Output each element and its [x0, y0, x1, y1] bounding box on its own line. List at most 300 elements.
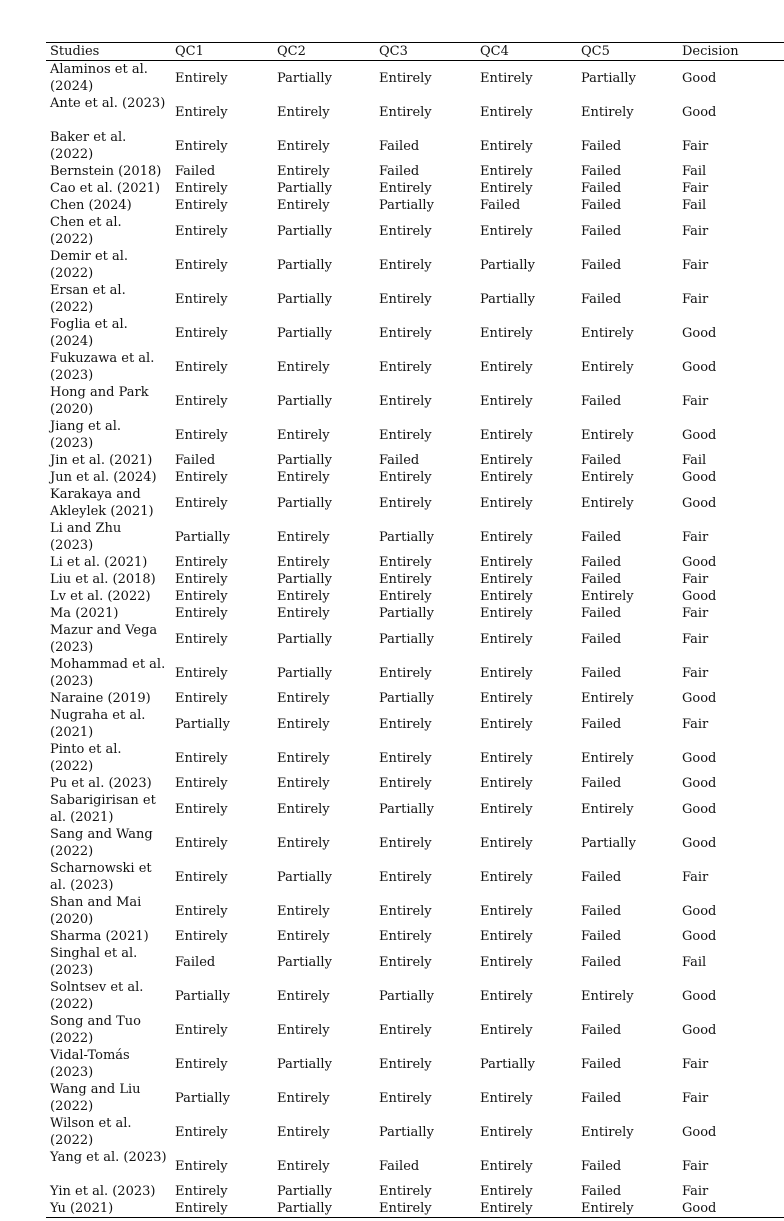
- qc5-cell: Entirely: [581, 104, 634, 120]
- qc4-cell: Entirely: [480, 869, 533, 885]
- qc5-cell: Failed: [581, 138, 622, 154]
- decision-cell: Fail: [682, 453, 707, 468]
- qc2-cell: Entirely: [277, 1158, 330, 1174]
- qc2-cell: Partially: [277, 572, 332, 587]
- qc1-cell: Entirely: [175, 1124, 228, 1140]
- table-row: [46, 1183, 784, 1200]
- qc4-cell: Entirely: [480, 1158, 533, 1174]
- qc4-cell: Entirely: [480, 453, 533, 468]
- qc1-cell: Entirely: [175, 572, 228, 587]
- qc2-cell: Partially: [277, 70, 332, 86]
- qc5-cell: Failed: [581, 223, 622, 239]
- study-cell: Wilson et al. (2022): [50, 1116, 132, 1148]
- qc1-cell: Partially: [175, 988, 230, 1004]
- qc4-cell: Entirely: [480, 835, 533, 851]
- decision-cell: Fair: [682, 257, 709, 273]
- decision-cell: Fair: [682, 606, 709, 621]
- study-cell: Ante et al. (2023): [50, 96, 166, 111]
- qc5-cell: Failed: [581, 954, 622, 970]
- qc4-cell: Entirely: [480, 716, 533, 732]
- qc4-cell: Entirely: [480, 1090, 533, 1106]
- study-cell: Demir et al. (2022): [50, 249, 129, 281]
- study-cell: Liu et al. (2018): [50, 572, 156, 587]
- qc2-cell: Partially: [277, 495, 332, 511]
- qc1-cell: Entirely: [175, 801, 228, 817]
- qc2-cell: Entirely: [277, 1022, 330, 1038]
- study-cell: Pu et al. (2023): [50, 776, 152, 791]
- qc3-cell: Entirely: [379, 1022, 432, 1038]
- qc2-cell: Entirely: [277, 691, 330, 706]
- qc1-cell: Entirely: [175, 929, 228, 944]
- table-row: [46, 1200, 784, 1218]
- qc5-cell: Failed: [581, 1158, 622, 1174]
- qc2-cell: Entirely: [277, 929, 330, 944]
- qc3-cell: Entirely: [379, 1090, 432, 1106]
- study-cell: Jin et al. (2021): [50, 453, 153, 468]
- qc2-cell: Entirely: [277, 1090, 330, 1106]
- qc2-cell: Entirely: [277, 716, 330, 732]
- qc5-cell: Failed: [581, 555, 622, 570]
- study-cell: Sang and Wang (2022): [50, 827, 153, 859]
- qc5-cell: Entirely: [581, 589, 634, 604]
- study-cell: Mazur and Vega (2023): [50, 623, 158, 655]
- table-row: [46, 95, 784, 129]
- qc3-cell: Partially: [379, 529, 434, 545]
- qc2-cell: Entirely: [277, 1124, 330, 1140]
- qc5-cell: Entirely: [581, 325, 634, 341]
- qc2-cell: Entirely: [277, 606, 330, 621]
- qc5-cell: Entirely: [581, 495, 634, 511]
- qc3-cell: Entirely: [379, 929, 432, 944]
- qc5-cell: Failed: [581, 291, 622, 307]
- qc4-cell: Entirely: [480, 555, 533, 570]
- header-qc4: QC4: [480, 44, 509, 59]
- study-cell: Jun et al. (2024): [50, 470, 157, 485]
- table-row: [46, 945, 784, 979]
- qc1-cell: Entirely: [175, 393, 228, 409]
- study-cell: Yang et al. (2023): [50, 1150, 167, 1165]
- qc3-cell: Partially: [379, 691, 434, 706]
- qc3-cell: Entirely: [379, 495, 432, 511]
- header-qc1: QC1: [175, 44, 204, 59]
- qc2-cell: Entirely: [277, 776, 330, 791]
- qc3-cell: Failed: [379, 453, 420, 468]
- qc4-cell: Entirely: [480, 691, 533, 706]
- qc3-cell: Entirely: [379, 869, 432, 885]
- qc4-cell: Entirely: [480, 1184, 533, 1199]
- qc3-cell: Partially: [379, 198, 434, 213]
- qc1-cell: Entirely: [175, 835, 228, 851]
- decision-cell: Fair: [682, 1158, 709, 1174]
- qc5-cell: Failed: [581, 198, 622, 213]
- study-cell: Yu (2021): [50, 1201, 114, 1216]
- qc4-cell: Partially: [480, 1056, 535, 1072]
- qc5-cell: Failed: [581, 572, 622, 587]
- table-row: [46, 588, 784, 605]
- table-row: [46, 61, 784, 96]
- study-cell: Sharma (2021): [50, 929, 149, 944]
- decision-cell: Fail: [682, 954, 707, 970]
- study-cell: Jiang et al. (2023): [50, 419, 122, 451]
- table-row: [46, 180, 784, 197]
- qc5-cell: Failed: [581, 164, 622, 179]
- decision-cell: Good: [682, 835, 717, 851]
- study-cell: Scharnowski et al. (2023): [50, 861, 152, 893]
- table-row: [46, 214, 784, 248]
- table-row: [46, 248, 784, 282]
- qc1-cell: Entirely: [175, 606, 228, 621]
- study-cell: Ersan et al. (2022): [50, 283, 126, 315]
- qc5-cell: Failed: [581, 1022, 622, 1038]
- qc3-cell: Entirely: [379, 359, 432, 375]
- qc5-cell: Failed: [581, 257, 622, 273]
- qc2-cell: Partially: [277, 181, 332, 196]
- qc1-cell: Entirely: [175, 869, 228, 885]
- study-cell: Karakaya and Akleylek (2021): [50, 487, 154, 519]
- qc4-cell: Entirely: [480, 1201, 533, 1216]
- qc3-cell: Entirely: [379, 427, 432, 443]
- decision-cell: Fair: [682, 393, 709, 409]
- study-cell: Shan and Mai (2020): [50, 895, 142, 927]
- decision-cell: Fair: [682, 572, 709, 587]
- decision-cell: Fair: [682, 716, 709, 732]
- qc1-cell: Entirely: [175, 181, 228, 196]
- decision-cell: Good: [682, 1124, 717, 1140]
- qc1-cell: Failed: [175, 453, 216, 468]
- qc2-cell: Partially: [277, 325, 332, 341]
- qc5-cell: Entirely: [581, 988, 634, 1004]
- qc1-cell: Entirely: [175, 691, 228, 706]
- qc4-cell: Entirely: [480, 988, 533, 1004]
- decision-cell: Good: [682, 776, 717, 791]
- qc4-cell: Entirely: [480, 750, 533, 766]
- qc1-cell: Entirely: [175, 325, 228, 341]
- qc1-cell: Entirely: [175, 1158, 228, 1174]
- qc3-cell: Entirely: [379, 835, 432, 851]
- qc5-cell: Failed: [581, 393, 622, 409]
- qc5-cell: Entirely: [581, 1124, 634, 1140]
- qc1-cell: Entirely: [175, 1022, 228, 1038]
- qc2-cell: Entirely: [277, 988, 330, 1004]
- qc2-cell: Entirely: [277, 164, 330, 179]
- qc4-cell: Entirely: [480, 954, 533, 970]
- qc2-cell: Partially: [277, 223, 332, 239]
- qc4-cell: Entirely: [480, 70, 533, 86]
- decision-cell: Good: [682, 691, 717, 706]
- study-cell: Chen et al. (2022): [50, 215, 122, 247]
- decision-cell: Fair: [682, 223, 709, 239]
- table-row: [46, 622, 784, 656]
- qc4-cell: Entirely: [480, 776, 533, 791]
- decision-cell: Fair: [682, 529, 709, 545]
- qc1-cell: Entirely: [175, 1184, 228, 1199]
- qc5-cell: Failed: [581, 1090, 622, 1106]
- qc3-cell: Partially: [379, 988, 434, 1004]
- qc4-cell: Entirely: [480, 929, 533, 944]
- qc2-cell: Partially: [277, 257, 332, 273]
- qc4-cell: Entirely: [480, 589, 533, 604]
- decision-cell: Fair: [682, 869, 709, 885]
- table-row: [46, 707, 784, 741]
- qc4-cell: Entirely: [480, 665, 533, 681]
- table-row: [46, 316, 784, 350]
- study-cell: Wang and Liu (2022): [50, 1082, 141, 1114]
- qc4-cell: Entirely: [480, 104, 533, 120]
- qc3-cell: Entirely: [379, 104, 432, 120]
- qc5-cell: Failed: [581, 869, 622, 885]
- qc1-cell: Failed: [175, 954, 216, 970]
- quality-assessment-table-container: [46, 42, 784, 1218]
- decision-cell: Fair: [682, 1056, 709, 1072]
- table-row: [46, 860, 784, 894]
- qc5-cell: Failed: [581, 716, 622, 732]
- qc1-cell: Entirely: [175, 495, 228, 511]
- qc1-cell: Entirely: [175, 470, 228, 485]
- study-cell: Hong and Park (2020): [50, 385, 149, 417]
- qc2-cell: Entirely: [277, 555, 330, 570]
- decision-cell: Fail: [682, 198, 707, 213]
- qc2-cell: Partially: [277, 1056, 332, 1072]
- header-studies: Studies: [50, 44, 100, 59]
- qc2-cell: Partially: [277, 291, 332, 307]
- qc4-cell: Entirely: [480, 181, 533, 196]
- qc3-cell: Entirely: [379, 954, 432, 970]
- qc2-cell: Entirely: [277, 529, 330, 545]
- decision-cell: Fair: [682, 291, 709, 307]
- qc2-cell: Entirely: [277, 359, 330, 375]
- decision-cell: Good: [682, 70, 717, 86]
- table-row: [46, 1149, 784, 1183]
- qc2-cell: Partially: [277, 1201, 332, 1216]
- study-cell: Li and Zhu (2023): [50, 521, 122, 553]
- table-row: [46, 775, 784, 792]
- qc3-cell: Entirely: [379, 572, 432, 587]
- qc3-cell: Entirely: [379, 1056, 432, 1072]
- study-cell: Mohammad et al. (2023): [50, 657, 166, 689]
- table-row: [46, 826, 784, 860]
- qc5-cell: Failed: [581, 631, 622, 647]
- qc5-cell: Failed: [581, 1184, 622, 1199]
- study-cell: Vidal-Tomás (2023): [50, 1048, 130, 1080]
- decision-cell: Fail: [682, 164, 707, 179]
- table-row: [46, 690, 784, 707]
- table-body: [46, 61, 784, 1218]
- qc3-cell: Entirely: [379, 716, 432, 732]
- qc4-cell: Entirely: [480, 393, 533, 409]
- decision-cell: Good: [682, 1201, 717, 1216]
- decision-cell: Fair: [682, 138, 709, 154]
- table-row: [46, 129, 784, 163]
- qc4-cell: Entirely: [480, 572, 533, 587]
- qc3-cell: Entirely: [379, 1201, 432, 1216]
- qc5-cell: Partially: [581, 835, 636, 851]
- qc4-cell: Entirely: [480, 223, 533, 239]
- table-row: [46, 792, 784, 826]
- study-cell: Yin et al. (2023): [50, 1184, 156, 1199]
- decision-cell: Fair: [682, 665, 709, 681]
- table-row: [46, 979, 784, 1013]
- qc4-cell: Entirely: [480, 903, 533, 919]
- qc1-cell: Partially: [175, 1090, 230, 1106]
- qc1-cell: Entirely: [175, 903, 228, 919]
- qc1-cell: Entirely: [175, 1201, 228, 1216]
- qc3-cell: Entirely: [379, 181, 432, 196]
- decision-cell: Good: [682, 750, 717, 766]
- qc2-cell: Partially: [277, 453, 332, 468]
- qc2-cell: Entirely: [277, 903, 330, 919]
- qc4-cell: Failed: [480, 198, 521, 213]
- table-row: [46, 741, 784, 775]
- qc3-cell: Failed: [379, 1158, 420, 1174]
- qc2-cell: Entirely: [277, 427, 330, 443]
- qc2-cell: Partially: [277, 665, 332, 681]
- qc5-cell: Entirely: [581, 750, 634, 766]
- decision-cell: Fair: [682, 1090, 709, 1106]
- study-cell: Sabarigirisan et al. (2021): [50, 793, 156, 825]
- qc3-cell: Failed: [379, 138, 420, 154]
- study-cell: Baker et al. (2022): [50, 130, 127, 162]
- qc5-cell: Failed: [581, 929, 622, 944]
- qc4-cell: Entirely: [480, 801, 533, 817]
- qc3-cell: Entirely: [379, 325, 432, 341]
- study-cell: Pinto et al. (2022): [50, 742, 122, 774]
- study-cell: Li et al. (2021): [50, 555, 148, 570]
- study-cell: Singhal et al. (2023): [50, 946, 138, 978]
- qc1-cell: Partially: [175, 529, 230, 545]
- qc1-cell: Entirely: [175, 589, 228, 604]
- qc3-cell: Entirely: [379, 223, 432, 239]
- qc5-cell: Entirely: [581, 427, 634, 443]
- qc3-cell: Entirely: [379, 903, 432, 919]
- header-qc5: QC5: [581, 44, 610, 59]
- qc4-cell: Partially: [480, 291, 535, 307]
- table-row: [46, 605, 784, 622]
- qc1-cell: Entirely: [175, 70, 228, 86]
- qc5-cell: Failed: [581, 1056, 622, 1072]
- study-cell: Foglia et al. (2024): [50, 317, 128, 349]
- qc2-cell: Entirely: [277, 801, 330, 817]
- qc5-cell: Failed: [581, 453, 622, 468]
- table-row: [46, 1115, 784, 1149]
- qc3-cell: Failed: [379, 164, 420, 179]
- qc1-cell: Entirely: [175, 555, 228, 570]
- qc1-cell: Entirely: [175, 359, 228, 375]
- qc4-cell: Entirely: [480, 427, 533, 443]
- qc1-cell: Entirely: [175, 104, 228, 120]
- quality-assessment-table: [46, 42, 784, 1218]
- qc3-cell: Partially: [379, 1124, 434, 1140]
- qc1-cell: Entirely: [175, 291, 228, 307]
- qc3-cell: Entirely: [379, 555, 432, 570]
- qc3-cell: Entirely: [379, 750, 432, 766]
- qc4-cell: Entirely: [480, 138, 533, 154]
- qc3-cell: Entirely: [379, 291, 432, 307]
- qc4-cell: Entirely: [480, 606, 533, 621]
- qc1-cell: Entirely: [175, 631, 228, 647]
- qc3-cell: Entirely: [379, 470, 432, 485]
- study-cell: Naraine (2019): [50, 691, 151, 706]
- decision-cell: Good: [682, 1022, 717, 1038]
- qc5-cell: Entirely: [581, 801, 634, 817]
- qc1-cell: Entirely: [175, 223, 228, 239]
- table-row: [46, 197, 784, 214]
- qc3-cell: Entirely: [379, 776, 432, 791]
- qc3-cell: Partially: [379, 631, 434, 647]
- qc2-cell: Entirely: [277, 589, 330, 604]
- decision-cell: Fair: [682, 631, 709, 647]
- qc5-cell: Failed: [581, 776, 622, 791]
- qc3-cell: Entirely: [379, 665, 432, 681]
- table-row: [46, 894, 784, 928]
- qc5-cell: Failed: [581, 606, 622, 621]
- table-row: [46, 1047, 784, 1081]
- qc2-cell: Entirely: [277, 104, 330, 120]
- qc2-cell: Entirely: [277, 750, 330, 766]
- table-row: [46, 486, 784, 520]
- qc3-cell: Entirely: [379, 70, 432, 86]
- qc4-cell: Entirely: [480, 1022, 533, 1038]
- study-cell: Nugraha et al. (2021): [50, 708, 146, 740]
- decision-cell: Fair: [682, 1184, 709, 1199]
- qc5-cell: Entirely: [581, 359, 634, 375]
- study-cell: Lv et al. (2022): [50, 589, 151, 604]
- qc5-cell: Entirely: [581, 1201, 634, 1216]
- table-row: [46, 282, 784, 316]
- qc2-cell: Partially: [277, 1184, 332, 1199]
- qc1-cell: Entirely: [175, 257, 228, 273]
- table-row: [46, 1081, 784, 1115]
- table-row: [46, 384, 784, 418]
- qc5-cell: Entirely: [581, 470, 634, 485]
- decision-cell: Good: [682, 495, 717, 511]
- qc5-cell: Failed: [581, 529, 622, 545]
- table-row: [46, 928, 784, 945]
- qc1-cell: Entirely: [175, 750, 228, 766]
- study-cell: Solntsev et al. (2022): [50, 980, 144, 1012]
- header-qc2: QC2: [277, 44, 306, 59]
- header-qc3: QC3: [379, 44, 408, 59]
- study-cell: Fukuzawa et al. (2023): [50, 351, 155, 383]
- study-cell: Ma (2021): [50, 606, 119, 621]
- table-row: [46, 469, 784, 486]
- table-row: [46, 350, 784, 384]
- qc4-cell: Entirely: [480, 470, 533, 485]
- qc4-cell: Entirely: [480, 529, 533, 545]
- qc1-cell: Failed: [175, 164, 216, 179]
- qc4-cell: Entirely: [480, 359, 533, 375]
- decision-cell: Fair: [682, 181, 709, 196]
- qc3-cell: Partially: [379, 606, 434, 621]
- study-cell: Bernstein (2018): [50, 164, 162, 179]
- decision-cell: Good: [682, 470, 717, 485]
- table-row: [46, 452, 784, 469]
- table-row: [46, 571, 784, 588]
- qc2-cell: Partially: [277, 869, 332, 885]
- qc5-cell: Failed: [581, 665, 622, 681]
- qc3-cell: Partially: [379, 801, 434, 817]
- table-row: [46, 554, 784, 571]
- qc1-cell: Entirely: [175, 1056, 228, 1072]
- decision-cell: Good: [682, 359, 717, 375]
- decision-cell: Good: [682, 903, 717, 919]
- header-decision: Decision: [682, 44, 739, 59]
- study-cell: Alaminos et al. (2024): [50, 62, 148, 94]
- qc2-cell: Entirely: [277, 470, 330, 485]
- qc3-cell: Entirely: [379, 1184, 432, 1199]
- qc4-cell: Entirely: [480, 1124, 533, 1140]
- table-row: [46, 418, 784, 452]
- qc1-cell: Entirely: [175, 776, 228, 791]
